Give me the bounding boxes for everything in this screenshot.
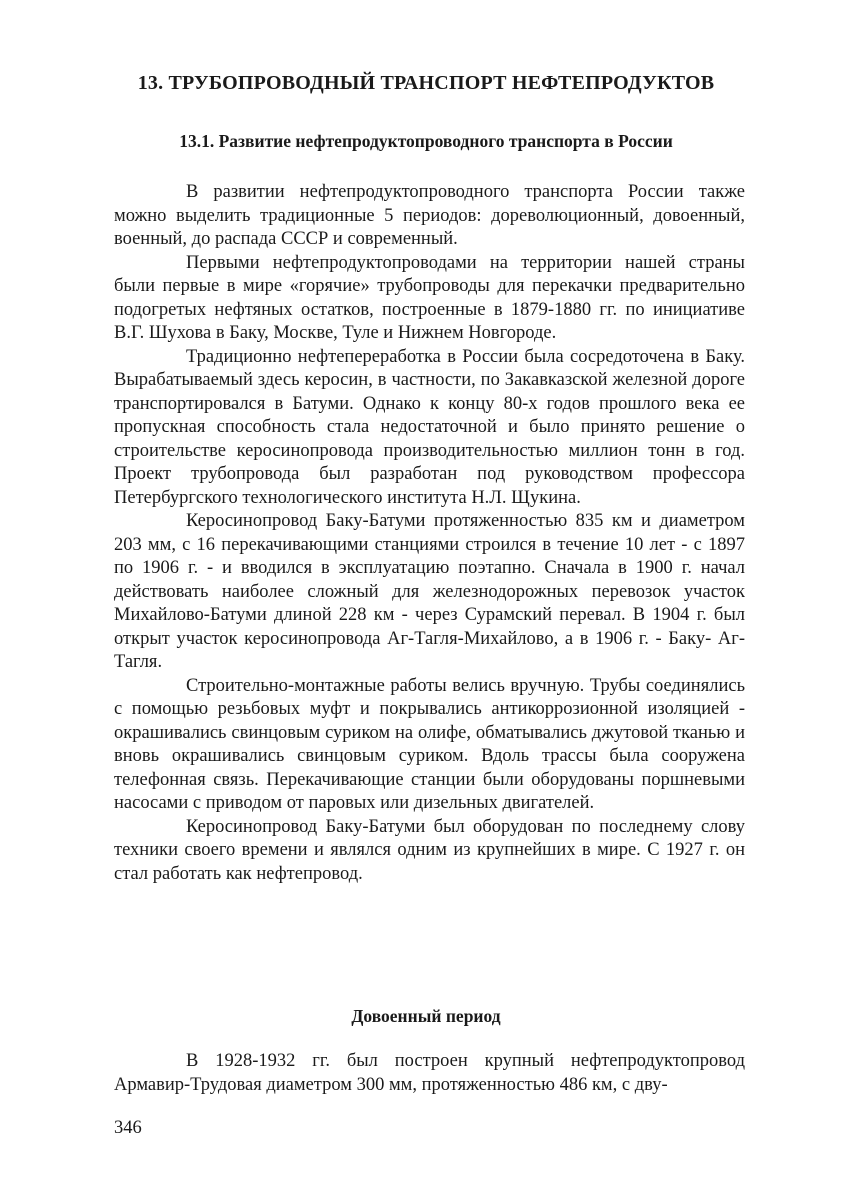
subsection-heading: Довоенный период [351,1006,501,1026]
section-title: 13.1. Развитие нефтепродуктопроводного транспорта в России [179,131,673,151]
paragraph: Традиционно нефтепереработка в России была сосредоточена в Баку. Вырабатываемый здесь керосин, в частности, по Закавказской железной дороге транспортировался в Батуми. Однако к концу 80-х годов прошлого века ее пропускная способность стала недостаточной и было принято решение о строительстве керосинопровода производительностью миллион тонн в год. Проект трубопровода был разработан под руководством профессора Петербургского технологического института Н.Л. Щукина. [114,346,745,508]
body-text [114,181,745,886]
chapter-title: 13. ТРУБОПРОВОДНЫЙ ТРАНСПОРТ НЕФТЕПРОДУКТОВ [137,72,715,94]
page-number: 346 [114,1118,142,1138]
paragraph: Керосинопровод Баку-Батуми был оборудован по последнему слову техники своего времени и являлся одним из крупнейших в мире. С 1927 г. он стал работать как нефтепровод. [114,816,745,884]
paragraph: Строительно-монтажные работы велись вручную. Трубы соединялись с помощью резьбовых муфт и покрывались антикоррозионной изоляцией - окрашивались свинцовым суриком на олифе, обматывались джутовой тканью и вновь окрашивались свинцовым суриком. Вдоль трассы была сооружена телефонная связь. Перекачивающие станции были оборудованы поршневыми насосами с приводом от паровых или дизельных двигателей. [114,675,745,813]
paragraph: Первыми нефтепродуктопроводами на территории нашей страны были первые в мире «горячие» трубопроводы для перекачки предварительно подогретых нефтяных остатков, построенные в 1879-1880 гг. по инициативе В.Г. Шухова в Баку, Москве, Туле и Нижнем Новгороде. [114,252,745,343]
paragraph: В 1928-1932 гг. был построен крупный нефтепродуктопровод Армавир-Трудовая диаметром 300 мм, протяженностью 486 км, с дву- [114,1051,745,1095]
body-text-continued [114,1050,745,1097]
paragraph: В развитии нефтепродуктопроводного транспорта России также можно выделить традиционные 5 периодов: дореволюционный, довоенный, военный, до распада СССР и современный. [114,182,745,249]
paragraph: Керосинопровод Баку-Батуми протяженностью 835 км и диаметром 203 мм, с 16 перекачивающими станциями строился в течение 10 лет - с 1897 по 1906 г. - и вводился в эксплуатацию поэтапно. Сначала в 1900 г. начал действовать наиболее сложный для железнодорожных перевозок участок Михайлово-Батуми длиной 228 км - через Сурамский перевал. В 1904 г. был открыт участок керосинопровода Аг-Тагля-Михайлово, а в 1906 г. - Баку- Аг-Тагля. [114,511,745,672]
